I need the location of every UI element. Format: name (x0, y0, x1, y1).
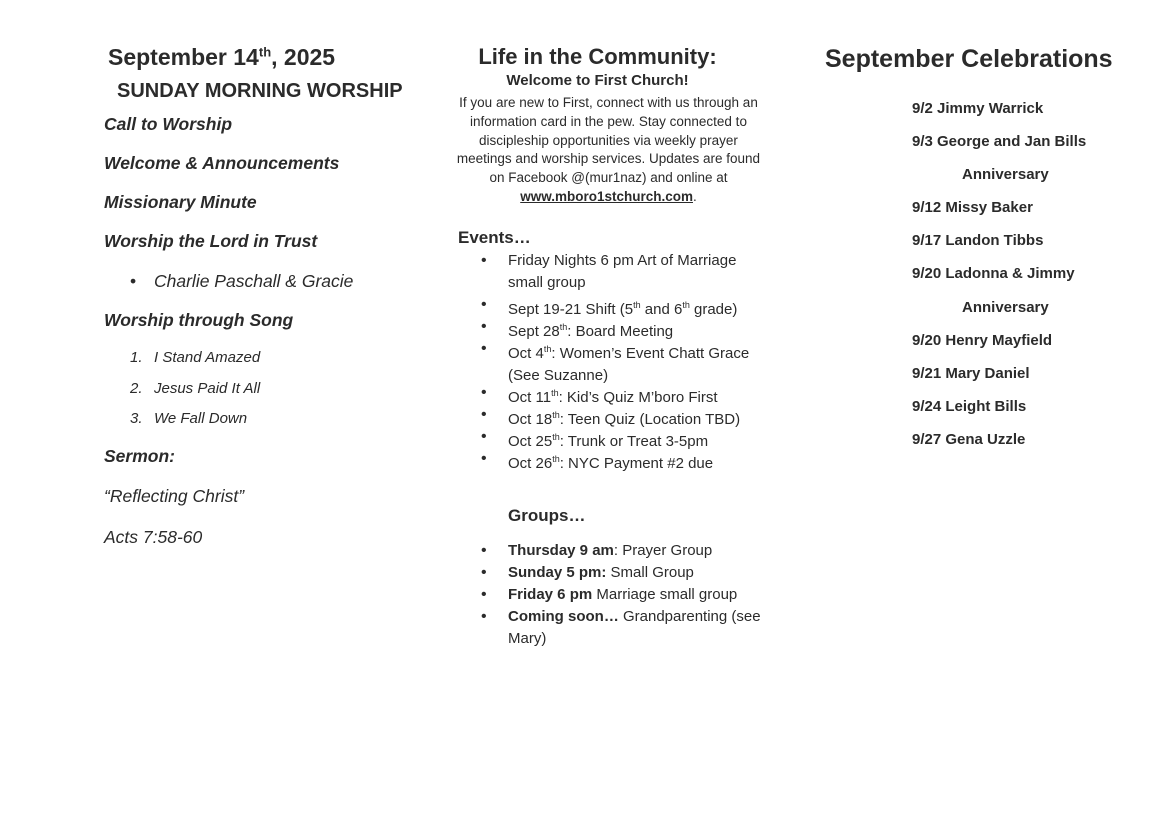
event-item: • Oct 18th: Teen Quiz (Location TBD) (508, 404, 768, 431)
celebration-item: 9/12 Missy Baker (912, 199, 1033, 216)
celebration-note: Anniversary (962, 299, 1049, 316)
community-title: Life in the Community: (478, 44, 717, 69)
event-item: • Oct 11th: Kid’s Quiz M’boro First (508, 382, 768, 409)
scripture-reference: Acts 7:58-60 (104, 527, 203, 547)
group-item: • Coming soon… Grandparenting (see Mary) (508, 606, 768, 650)
intro-paragraph: If you are new to First, connect with us through an information card in the pew. Stay connected to discipleship opportunities via weekly prayer meetings and worship services. Updates are found on Facebook @(mur1naz) and online at www.mboro1stchurch.com. (456, 95, 761, 204)
worship-title: SUNDAY MORNING WORSHIP (117, 80, 403, 102)
celebration-item: 9/21 Mary Daniel (912, 365, 1030, 382)
celebration-item: 9/17 Landon Tibbs (912, 232, 1044, 249)
bulletin-date: September 14th, 2025 (108, 44, 336, 70)
bullet-icon: • (130, 271, 137, 291)
celebration-item: 9/20 Ladonna & Jimmy (912, 265, 1075, 282)
event-item: • Oct 26th: NYC Payment #2 due (508, 448, 768, 475)
welcome-heading: Welcome to First Church! (506, 72, 689, 89)
call-to-worship: Call to Worship (104, 114, 233, 134)
celebrations-title: September Celebrations (825, 45, 1113, 73)
events-heading: Events… (458, 228, 531, 247)
trust-performer: • Charlie Paschall & Gracie (130, 271, 354, 291)
song-item: 2. Jesus Paid It All (130, 380, 261, 397)
group-item: • Friday 6 pm Marriage small group (508, 584, 768, 606)
welcome-announcements: Welcome & Announcements (104, 153, 340, 173)
event-item: • Oct 4th: Women’s Event Chatt Grace (See Suzanne) (508, 338, 768, 387)
song-item: 3. We Fall Down (130, 410, 248, 427)
sermon-title: “Reflecting Christ” (104, 486, 245, 506)
celebration-item: 9/3 George and Jan Bills (912, 133, 1087, 150)
event-item: • Sept 19-21 Shift (5th and 6th grade) (508, 294, 768, 321)
celebration-note: Anniversary (962, 166, 1049, 183)
event-item: • Sept 28th: Board Meeting (508, 316, 768, 343)
worship-song-heading: Worship through Song (104, 310, 294, 330)
missionary-minute: Missionary Minute (104, 192, 257, 212)
event-item: • Oct 25th: Trunk or Treat 3-5pm (508, 426, 768, 453)
church-website-link[interactable]: www.mboro1stchurch.com (520, 188, 693, 204)
worship-trust-heading: Worship the Lord in Trust (104, 231, 318, 251)
celebration-item: 9/24 Leight Bills (912, 398, 1027, 415)
celebration-item: 9/20 Henry Mayfield (912, 332, 1053, 349)
group-item: • Sunday 5 pm: Small Group (508, 562, 768, 584)
groups-heading: Groups… (508, 506, 586, 525)
group-item: • Thursday 9 am: Prayer Group (508, 540, 768, 562)
sermon-heading: Sermon: (104, 446, 175, 466)
celebration-item: 9/27 Gena Uzzle (912, 431, 1026, 448)
event-item: • Friday Nights 6 pm Art of Marriage small group (508, 250, 768, 294)
celebration-item: 9/2 Jimmy Warrick (912, 100, 1044, 117)
song-item: 1. I Stand Amazed (130, 349, 261, 366)
